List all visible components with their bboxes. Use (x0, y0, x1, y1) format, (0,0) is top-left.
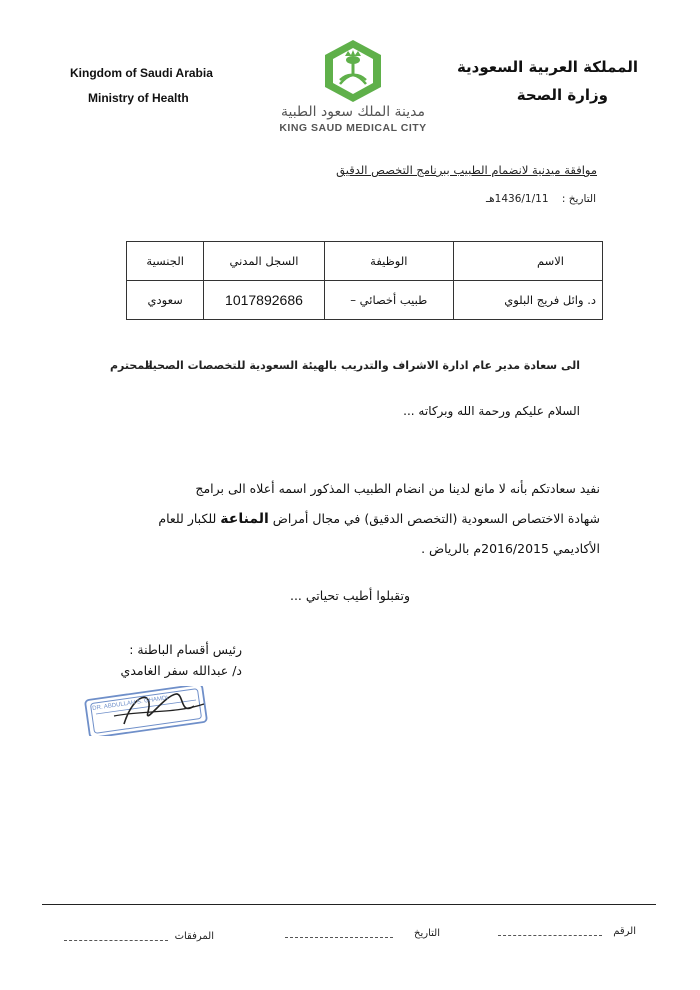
table-header-row (127, 242, 603, 281)
signatory-name: د/ عبدالله سفر الغامدي (120, 663, 242, 678)
table-row (127, 281, 603, 320)
table-cell-id: 1017892686 (204, 281, 324, 320)
body-line-2-a: شهادة الاختصاص السعودية (التخصص الدقيق) في مجال أمراض (272, 511, 600, 526)
body-line-2-c: للكبار للعام (158, 511, 217, 526)
addressee-honorific: المحترم (110, 359, 153, 372)
footer-date-blank (285, 937, 393, 938)
body-line-3: الأكاديمي 2016/2015م بالرياض . (421, 541, 600, 556)
letter-date (486, 193, 596, 205)
header-ar-kingdom: المملكة العربية السعودية (456, 58, 638, 76)
footer-number-blank (498, 935, 602, 936)
logo-english-name: KING SAUD MEDICAL CITY (279, 122, 427, 134)
header-en-ministry: Ministry of Health (88, 91, 189, 105)
table-header-name: الاسم (453, 242, 602, 281)
addressee-line: الى سعادة مدير عام ادارة الاشراف والتدريب بالهيئة السعودية للتخصصات الصحية (145, 359, 580, 372)
official-stamp (84, 686, 214, 736)
table-header-nationality: الجنسية (127, 242, 204, 281)
body-specialty: المناعة (220, 511, 269, 527)
header-ar-ministry: وزارة الصحة (516, 86, 608, 104)
stamp-text: DR. ABDULLAH S. GHAMDI (92, 695, 169, 712)
table-cell-nationality: سعودي (127, 281, 204, 320)
body-line-1: نفيد سعادتكم بأنه لا مانع لدينا من انضام الطبيب المذكور اسمه أعلاه الى برامج (195, 481, 600, 496)
logo-arabic-name: مدينة الملك سعود الطبية (280, 104, 426, 120)
signatory-title: رئيس أقسام الباطنة : (129, 642, 242, 657)
footer-number-label: الرقم (613, 926, 636, 937)
table-header-job: الوظيفة (324, 242, 453, 281)
table-cell-name: د. وائل فريج البلوي (453, 281, 602, 320)
header-en-kingdom: Kingdom of Saudi Arabia (70, 66, 213, 80)
closing-line: وتقبلوا أطيب تحياتي ... (289, 588, 410, 603)
table-header-id: السجل المدني (204, 242, 324, 281)
footer-divider (42, 904, 656, 905)
table-cell-job: طبيب أخصائي – (324, 281, 453, 320)
footer-attachments-label: المرفقات (174, 931, 214, 942)
doctor-info-table (126, 241, 603, 320)
stamp-icon (84, 686, 214, 736)
letter-subject: موافقة ميدنية لانضمام الطبيب ببرنامج التخصص الدقيق (336, 163, 597, 177)
greeting-line: السلام عليكم ورحمة الله وبركاته ... (403, 404, 580, 418)
date-label: التاريخ : (561, 193, 596, 205)
date-value: 1436/1/11هـ (486, 193, 549, 205)
footer-date-label: التاريخ (414, 928, 440, 939)
footer-attachments-blank (64, 940, 168, 941)
ksmc-emblem-icon (318, 38, 388, 104)
body-line-2 (158, 506, 600, 532)
ksmc-logo (318, 38, 388, 104)
